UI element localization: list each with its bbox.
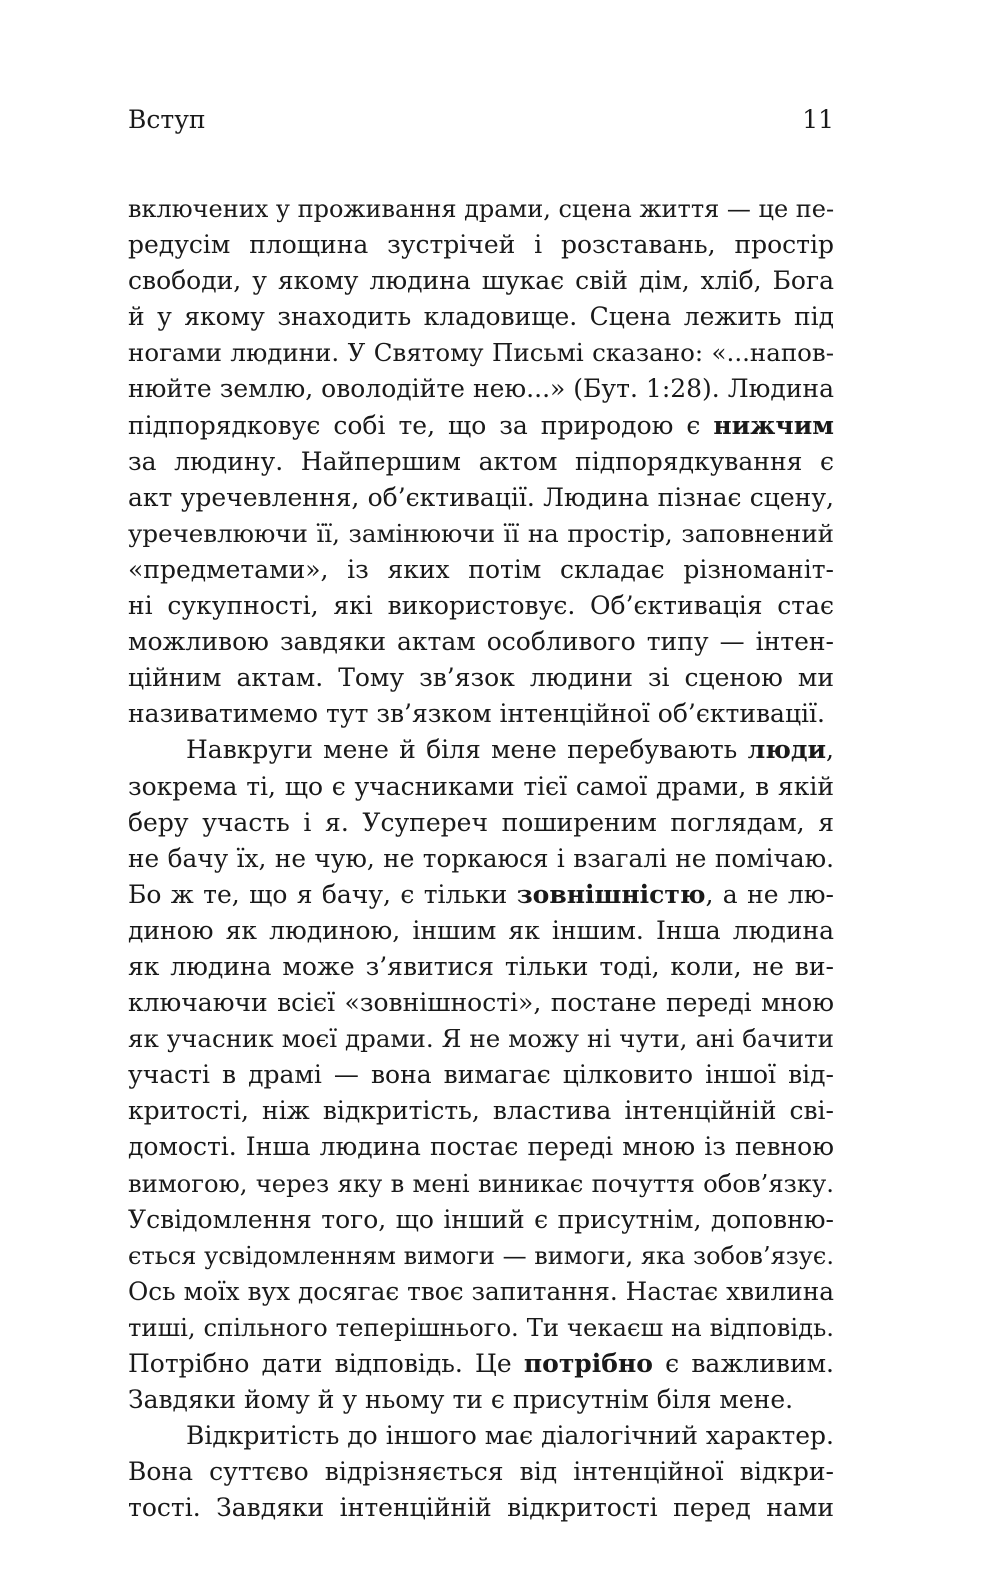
text-line: тиші, спільного теперішнього. Ти чекаєш на відповідь. xyxy=(128,1312,834,1342)
text-line: зокрема ті, що є учасниками тієї самої драми, в якій xyxy=(128,771,834,801)
text-line: Усвідомлення того, що інший є присутнім, доповню- xyxy=(128,1204,834,1234)
text-line: редусім площина зустрічей і розставань, простір xyxy=(128,230,834,260)
text-line: Завдяки йому й у ньому ти є присутнім біля мене. xyxy=(128,1385,794,1415)
text-line: не бачу їх, не чую, не торкаюся і взагалі не помічаю. xyxy=(128,843,834,873)
text-line: нюйте землю, оволодійте нею...» (Бут. 1:28). Людина xyxy=(128,374,834,404)
emphasis-text: потрібно xyxy=(523,1349,653,1378)
text-line: Бо ж те, що я бачу, є тільки зовнішністю, а не лю- xyxy=(128,879,834,909)
text-line: диною як людиною, іншим як іншим. Інша людина xyxy=(128,915,834,945)
text-line: Відкритість до іншого має діалогічний характер. xyxy=(186,1421,834,1451)
emphasis-text: зовнішністю xyxy=(516,879,706,909)
text-line: за людину. Найпершим актом підпорядкування є xyxy=(128,446,834,476)
text-line: участі в драмі — вона вимагає цілковито іншої від- xyxy=(128,1060,834,1090)
body-text xyxy=(128,191,834,1526)
text-line: називатимемо тут зв’язком інтенційної об’єктивації. xyxy=(128,699,825,729)
text-line: критості, ніж відкритість, властива інтенційній сві- xyxy=(128,1096,834,1126)
text-line: як учасник моєї драми. Я не можу ні чути, ані бачити xyxy=(128,1024,834,1054)
text-line: домості. Інша людина постає переді мною із певною xyxy=(128,1132,834,1162)
text-line: можливою завдяки актам особливого типу — інтен- xyxy=(128,627,834,657)
emphasis-text: люди xyxy=(747,735,827,765)
text-line: Ось моїх вух досягає твоє запитання. Настає хвилина xyxy=(128,1276,834,1306)
page-number: 11 xyxy=(802,105,834,134)
text-line: ногами людини. У Святому Письмі сказано: «...напов- xyxy=(128,338,834,368)
text-line: Навкруги мене й біля мене перебувають люди, xyxy=(186,735,834,765)
text-line: акт уречевлення, об’єктивації. Людина пізнає сцену, xyxy=(128,482,834,512)
text-line: як людина може з’явитися тільки тоді, коли, не ви- xyxy=(128,951,834,981)
emphasis-text: нижчим xyxy=(713,410,834,440)
running-header xyxy=(128,100,834,140)
text-line: беру участь і я. Усупереч поширеним поглядам, я xyxy=(128,807,834,837)
text-line: Потрібно дати відповідь. Це потрібно є важливим. xyxy=(128,1349,834,1378)
text-line: Вона суттєво відрізняється від інтенційної відкри- xyxy=(128,1457,834,1487)
text-line: включених у проживання драми, сцена життя — це пе- xyxy=(128,195,835,223)
section-title: Вступ xyxy=(128,105,206,134)
text-line: «предметами», із яких потім складає різноманіт- xyxy=(128,554,834,584)
text-line: ється усвідомленням вимоги — вимоги, яка зобов’язує. xyxy=(128,1241,834,1270)
text-line: ні сукупності, які використовує. Об’єктивація стає xyxy=(128,591,834,621)
text-line: ключаючи всієї «зовнішності», постане переді мною xyxy=(128,988,834,1018)
text-line: уречевлюючи її, замінюючи її на простір, заповнений xyxy=(128,518,834,548)
text-line: вимогою, через яку в мені виникає почуття обов’язку. xyxy=(128,1168,834,1198)
text-line: тості. Завдяки інтенційній відкритості перед нами xyxy=(128,1493,834,1523)
text-line: підпорядковує собі те, що за природою є нижчим xyxy=(128,410,834,440)
text-line: свободи, у якому людина шукає свій дім, хліб, Бога xyxy=(128,266,834,296)
text-line: й у якому знаходить кладовище. Сцена лежить під xyxy=(128,302,834,332)
text-line: ційним актам. Тому зв’язок людини зі сценою ми xyxy=(128,663,834,693)
